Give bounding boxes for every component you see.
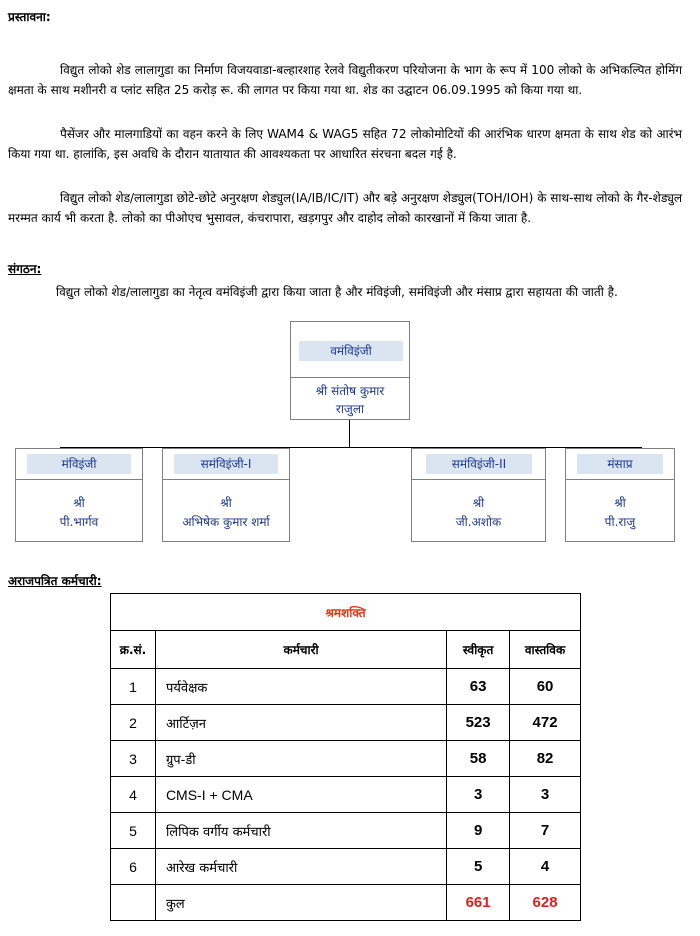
row-sno: 1: [111, 669, 156, 705]
org-box-asst-1: [162, 448, 290, 542]
header-name: कर्मचारी: [155, 631, 446, 669]
header-actual: वास्तविक: [510, 631, 581, 669]
row-actual: 82: [510, 741, 581, 777]
intro-paragraph-1: विद्युत लोको शेड लालागुडा का निर्माण विजयवाडा-बल्हारशाह रेलवे विद्युतीकरण परियोजना के भाग के रूप में 100 लोको के अभिकल्पित होमिंग क्षमता के साथ मशीनरी व प्लांट सहित 25 करोड़ रू. की लागत पर किया गया था. शेड का उद्घाटन 06.09.1995 को किया गया था.: [8, 63, 682, 97]
org-connector-vertical: [349, 420, 350, 448]
row-sanctioned: 523: [447, 705, 510, 741]
intro-heading: प्रस्तावना:: [8, 10, 51, 24]
row-sanctioned: 9: [447, 813, 510, 849]
table-row: [111, 813, 581, 849]
table-total-row: [111, 885, 581, 921]
row-actual: 4: [510, 849, 581, 885]
row-sanctioned: 5: [447, 849, 510, 885]
intro-paragraph-2: पैसेंजर और मालगाडियों का वहन करने के लिए WAM4 & WAG5 सहित 72 लोकोमोटियों की आरंभिक धारण क्षमता के साथ शेड को आरंभ किया गया था. हालांकि, इस अवधि के दौरान यातायात की आवश्यकता पर आधारित संरचना बदल गई है.: [8, 127, 682, 161]
org-text: विद्युत लोको शेड/लालागुडा का नेतृत्व वमंविइंजी द्वारा किया जाता है और मंविइंजी, समंविइंजी और मंसाप्र द्वारा सहायता की जाती है.: [56, 285, 618, 299]
row-sno: 6: [111, 849, 156, 885]
row-name: पर्यवेक्षक: [155, 669, 446, 705]
table-caption: श्रमशक्ति: [111, 594, 581, 631]
intro-paragraph-3: विद्युत लोको शेड/लालागुडा छोटे-छोटे अनुरक्षण शेड्युल(IA/IB/IC/IT) और बड़े अनुरक्षण शेड्युल(TOH/IOH) के साथ-साथ लोको के गैर-शेड्युल मरम्मत कार्य भी करता है. लोको का पीओएच भुसावल, कंचरापारा, खड़गपुर और दाहोद लोको कारखानों में किया जाता है.: [8, 191, 682, 225]
table-row: [111, 777, 581, 813]
table-row: [111, 849, 581, 885]
staff-heading: अराजपत्रित कर्मचारी:: [8, 574, 102, 588]
row-sanctioned: 58: [447, 741, 510, 777]
org-box-name-line1: श्री: [220, 496, 232, 510]
org-box-name-line1: श्री: [472, 496, 485, 510]
row-name: ग्रुप-डी: [155, 741, 446, 777]
org-box-title: मंविइंजी: [27, 454, 131, 474]
org-box-name-line1: श्री: [614, 496, 626, 510]
manpower-table: [110, 593, 581, 921]
org-box-personnel: [565, 448, 675, 542]
row-sno: 5: [111, 813, 156, 849]
total-actual: 628: [510, 885, 581, 921]
org-box-name-line2: जी.अशोक: [455, 515, 502, 529]
row-actual: 472: [510, 705, 581, 741]
table-row: [111, 705, 581, 741]
row-actual: 3: [510, 777, 581, 813]
org-box-name-line2: पी.राजु: [604, 515, 636, 529]
org-top-name-line2: राजुला: [335, 402, 365, 416]
row-name: आरेख कर्मचारी: [155, 849, 446, 885]
org-box-title: मंसाप्र: [577, 454, 663, 474]
total-sanctioned: 661: [447, 885, 510, 921]
row-name: लिपिक वर्गीय कर्मचारी: [155, 813, 446, 849]
row-sno: 2: [111, 705, 156, 741]
org-box-manager: [15, 448, 143, 542]
table-row: [111, 669, 581, 705]
table-row: [111, 741, 581, 777]
total-sno: [111, 885, 156, 921]
header-sanctioned: स्वीकृत: [447, 631, 510, 669]
org-box-title: समंविइंजी-I: [174, 454, 278, 474]
row-actual: 60: [510, 669, 581, 705]
org-box-name-line2: अभिषेक कुमार शर्मा: [182, 515, 270, 529]
org-top-title: वमंविइंजी: [299, 341, 403, 361]
org-box-name-line1: श्री: [73, 496, 85, 510]
total-label: कुल: [155, 885, 446, 921]
org-connector-horizontal: [60, 447, 642, 448]
org-box-name-line2: पी.भार्गव: [59, 515, 99, 529]
header-sno: क्र.सं.: [111, 631, 156, 669]
org-top-box: [290, 321, 410, 420]
org-box-asst-2: [411, 448, 546, 542]
row-sanctioned: 3: [447, 777, 510, 813]
org-heading: संगठन:: [8, 262, 42, 276]
row-name: आर्टिज़न: [155, 705, 446, 741]
row-sno: 4: [111, 777, 156, 813]
row-actual: 7: [510, 813, 581, 849]
org-top-name-line1: श्री संतोष कुमार: [315, 384, 385, 398]
org-box-title: समंविइंजी-II: [426, 454, 532, 474]
row-sanctioned: 63: [447, 669, 510, 705]
row-name: CMS-I + CMA: [155, 777, 446, 813]
row-sno: 3: [111, 741, 156, 777]
